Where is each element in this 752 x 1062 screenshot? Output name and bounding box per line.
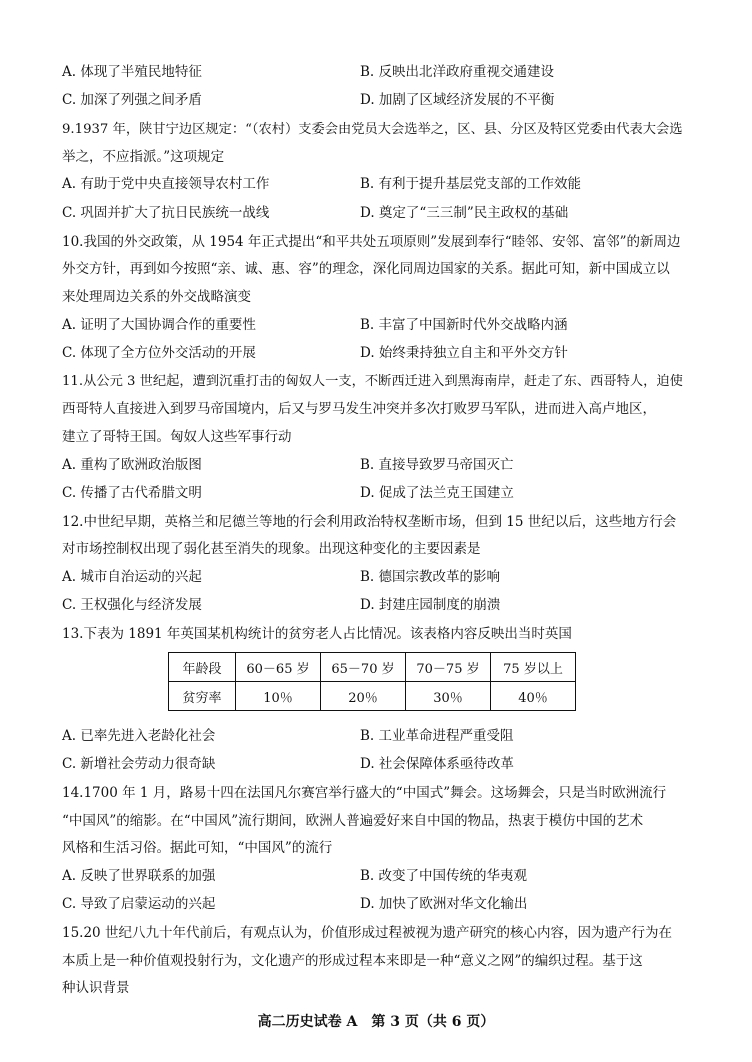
q12-option-b: B. 德国宗教改革的影响 (360, 569, 501, 585)
poverty-rate-table (168, 652, 576, 711)
q12-option-a: A. 城市自治运动的兴起 (62, 569, 202, 585)
q12-option-c: C. 王权强化与经济发展 (62, 597, 202, 613)
table-cell: 75 岁以上 (491, 653, 576, 682)
table-cell: 30％ (406, 682, 491, 711)
q10-option-c: C. 体现了全方位外交活动的开展 (62, 345, 256, 361)
q9-option-c: C. 巩固并扩大了抗日民族统一战线 (62, 205, 270, 221)
q12-stem-line-1: 12.中世纪早期，英格兰和尼德兰等地的行会利用政治特权垄断市场，但到 15 世纪以后，这些地方行会 (62, 514, 677, 530)
q14-option-c: C. 导致了启蒙运动的兴起 (62, 896, 216, 912)
q12-stem-line-2: 对市场控制权出现了弱化甚至消失的现象。出现这种变化的主要因素是 (62, 541, 481, 557)
table-cell: 60－65 岁 (236, 653, 321, 682)
q11-option-b: B. 直接导致罗马帝国灭亡 (360, 457, 514, 473)
table-header-row (169, 653, 576, 682)
table-cell: 贫穷率 (169, 682, 236, 711)
table-row (169, 682, 576, 711)
q11-stem-line-3: 建立了哥特王国。匈奴人这些军事行动 (62, 429, 292, 445)
table-cell: 65－70 岁 (321, 653, 406, 682)
q14-stem-line-1: 14.1700 年 1 月，路易十四在法国凡尔赛宫举行盛大的“中国式”舞会。这场舞会，只是当时欧洲流行 (62, 785, 667, 801)
q15-stem-line-3: 种认识背景 (62, 980, 130, 996)
q8-option-a: A. 体现了半殖民地特征 (62, 64, 202, 80)
q11-option-d: D. 促成了法兰克王国建立 (360, 485, 514, 501)
q15-stem-line-1: 15.20 世纪八九十年代前后，有观点认为，价值形成过程被视为遗产研究的核心内容，因为遗产行为在 (62, 925, 672, 941)
q11-stem-line-2: 西哥特人直接进入到罗马帝国境内，后又与罗马发生冲突并多次打败罗马军队，进而进入高卢地区， (62, 401, 656, 417)
q13-stem-line-1: 13.下表为 1891 年英国某机构统计的贫穷老人占比情况。该表格内容反映出当时英国 (62, 626, 572, 642)
q9-option-b: B. 有利于提升基层党支部的工作效能 (360, 176, 582, 192)
q13-option-a: A. 已率先进入老龄化社会 (62, 728, 216, 744)
q10-option-b: B. 丰富了中国新时代外交战略内涵 (360, 317, 568, 333)
q8-option-b: B. 反映出北洋政府重视交通建设 (360, 64, 555, 80)
table-cell: 40％ (491, 682, 576, 711)
q10-stem-line-2: 外交方针，再到如今按照“亲、诚、惠、容”的理念，深化同周边国家的关系。据此可知，新中国成立以 (62, 261, 670, 277)
q11-option-c: C. 传播了古代希腊文明 (62, 485, 202, 501)
q9-stem-line-1: 9.1937 年，陕甘宁边区规定：“（农村）支委会由党员大会选举之，区、县、分区及特区党委由代表大会选 (62, 122, 683, 137)
q11-option-a: A. 重构了欧洲政治版图 (62, 457, 202, 473)
q10-option-a: A. 证明了大国协调合作的重要性 (62, 317, 256, 333)
q11-stem-line-1: 11.从公元 3 世纪起，遭到沉重打击的匈奴人一支，不断西迁进入到黑海南岸，赶走了东、西哥特人，迫使 (62, 374, 683, 389)
q13-option-b: B. 工业革命进程严重受阻 (360, 728, 514, 744)
q13-option-d: D. 社会保障体系亟待改革 (360, 756, 514, 772)
q14-option-b: B. 改变了中国传统的华夷观 (360, 868, 528, 884)
q9-option-d: D. 奠定了“三三制”民主政权的基础 (360, 205, 569, 221)
q9-option-a: A. 有助于党中央直接领导农村工作 (62, 176, 270, 192)
q10-stem-line-1: 10.我国的外交政策，从 1954 年正式提出“和平共处五项原则”发展到奉行“睦邻、安邻、富邻”的新周边 (62, 234, 681, 250)
q8-option-d: D. 加剧了区域经济发展的不平衡 (360, 92, 555, 108)
q8-option-c: C. 加深了列强之间矛盾 (62, 92, 202, 108)
q14-stem-line-3: 风格和生活习俗。据此可知，“中国风”的流行 (62, 840, 333, 856)
q14-stem-line-2: “中国风”的缩影。在“中国风”流行期间，欧洲人普遍爱好来自中国的物品，热衷于模仿中国的艺术 (62, 813, 644, 829)
table-cell: 70－75 岁 (406, 653, 491, 682)
q15-stem-line-2: 本质上是一种价值观投射行为，文化遗产的形成过程本来即是一种“意义之网”的编织过程。基于这 (62, 953, 643, 969)
q9-stem-line-2: 举之，不应指派。”这项规定 (62, 149, 225, 165)
q14-option-d: D. 加快了欧洲对华文化输出 (360, 896, 528, 912)
q10-stem-line-3: 来处理周边关系的外交战略演变 (62, 289, 251, 305)
q12-option-d: D. 封建庄园制度的崩溃 (360, 597, 501, 613)
q14-option-a: A. 反映了世界联系的加强 (62, 868, 216, 884)
page-footer: 高二历史试卷 A 第 3 页（共 6 页） (257, 1014, 495, 1030)
q10-option-d: D. 始终秉持独立自主和平外交方针 (360, 345, 568, 361)
table-cell: 20％ (321, 682, 406, 711)
table-cell: 10％ (236, 682, 321, 711)
table-cell: 年龄段 (169, 653, 236, 682)
q13-option-c: C. 新增社会劳动力很奇缺 (62, 756, 216, 772)
